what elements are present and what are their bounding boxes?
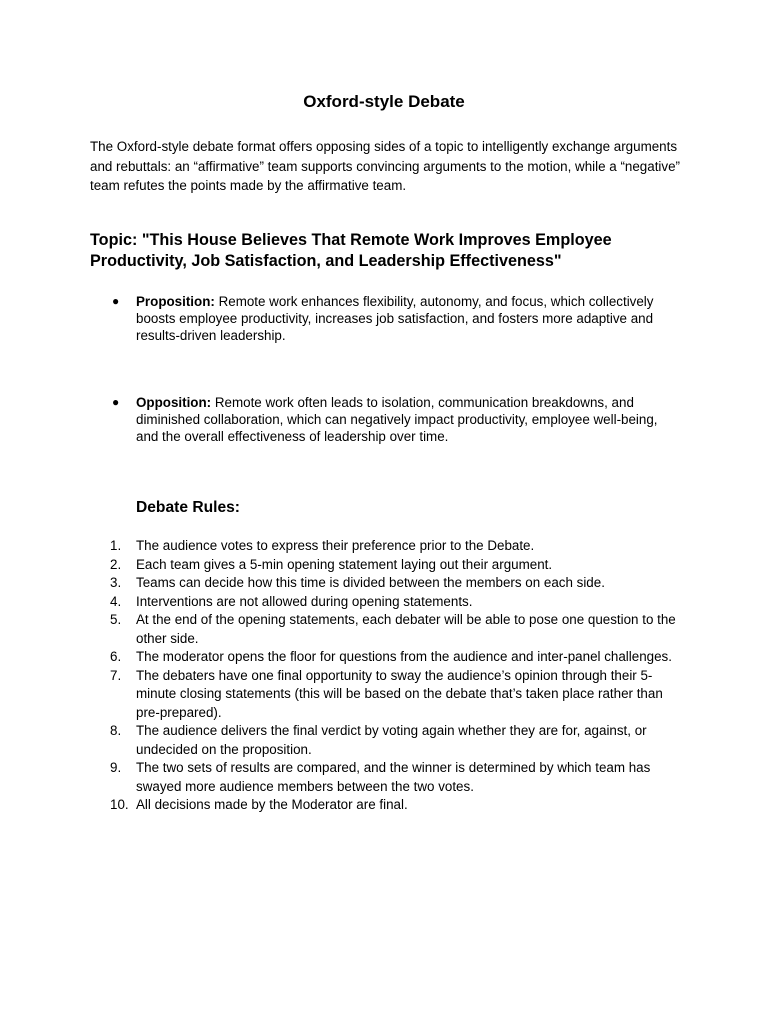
bullet-label: Proposition: [136, 294, 215, 309]
list-text: All decisions made by the Moderator are final. [136, 797, 408, 812]
list-text: The moderator opens the floor for questions from the audience and inter-panel challenges. [136, 649, 672, 664]
bullet-marker: ● [112, 294, 120, 308]
bullet-body: Remote work enhances flexibility, autonomy, and focus, which collectively boosts employee productivity, increases job satisfaction, and fosters more adaptive and results-driven leadership. [136, 294, 654, 343]
intro-paragraph: The Oxford-style debate format offers opposing sides of a topic to intelligently exchange arguments and rebuttals: an “affirmative” team supports convincing arguments to the motion, while a “negative” team refutes the points made by the affirmative team. [90, 139, 680, 193]
list-item [110, 556, 680, 575]
list-item [110, 593, 680, 612]
list-item [110, 537, 680, 556]
list-item [110, 759, 680, 796]
list-number: 7. [110, 667, 122, 683]
list-number: 10. [110, 797, 129, 812]
list-number: 3. [110, 575, 122, 590]
rules-heading: Debate Rules: [136, 499, 240, 516]
list-text: Teams can decide how this time is divided between the members on each side. [136, 575, 605, 590]
bullet-text [136, 293, 682, 344]
list-text: Interventions are not allowed during opening statements. [136, 593, 473, 609]
list-text: At the end of the opening statements, each debater will be able to pose one question to the other side. [136, 612, 676, 646]
list-text: The audience delivers the final verdict by voting again whether they are for, against, or undecided on the proposition. [136, 723, 647, 757]
bullet-marker: ● [112, 395, 120, 409]
list-number: 1. [110, 538, 122, 553]
list-text: Each team gives a 5-min opening statement laying out their argument. [136, 556, 553, 572]
list-item [110, 648, 680, 667]
list-text: The audience votes to express their preference prior to the Debate. [136, 538, 535, 553]
bullet-text [136, 394, 682, 445]
list-number: 4. [110, 593, 122, 609]
list-number: 8. [110, 723, 122, 738]
bullet-label: Opposition: [136, 395, 212, 410]
bullet-body: Remote work often leads to isolation, communication breakdowns, and diminished collaboration, which can negatively impact productivity, employee well-being, and the overall effectiveness of leadership over time. [136, 395, 658, 444]
list-number: 9. [110, 760, 122, 775]
list-item [110, 796, 680, 815]
list-item [110, 611, 680, 648]
list-number: 2. [110, 556, 122, 572]
list-text: The debaters have one final opportunity to sway the audience’s opinion through their 5-minute closing statements (this will be based on the debate that’s taken place rather than pre-prepared). [136, 667, 663, 720]
rules-list [110, 537, 680, 815]
list-number: 5. [110, 612, 122, 627]
list-item [110, 667, 680, 723]
topic-heading: Topic: "This House Believes That Remote Work Improves Employee Productivity, Job Satisfaction, and Leadership Effectiveness" [90, 231, 612, 270]
list-text: The two sets of results are compared, and the winner is determined by which team has swayed more audience members between the two votes. [136, 760, 651, 794]
list-item [110, 722, 680, 759]
page-title: Oxford-style Debate [303, 92, 465, 111]
list-number: 6. [110, 649, 122, 664]
proposition-bullet [112, 293, 682, 344]
opposition-bullet [112, 394, 682, 445]
list-item [110, 574, 680, 593]
